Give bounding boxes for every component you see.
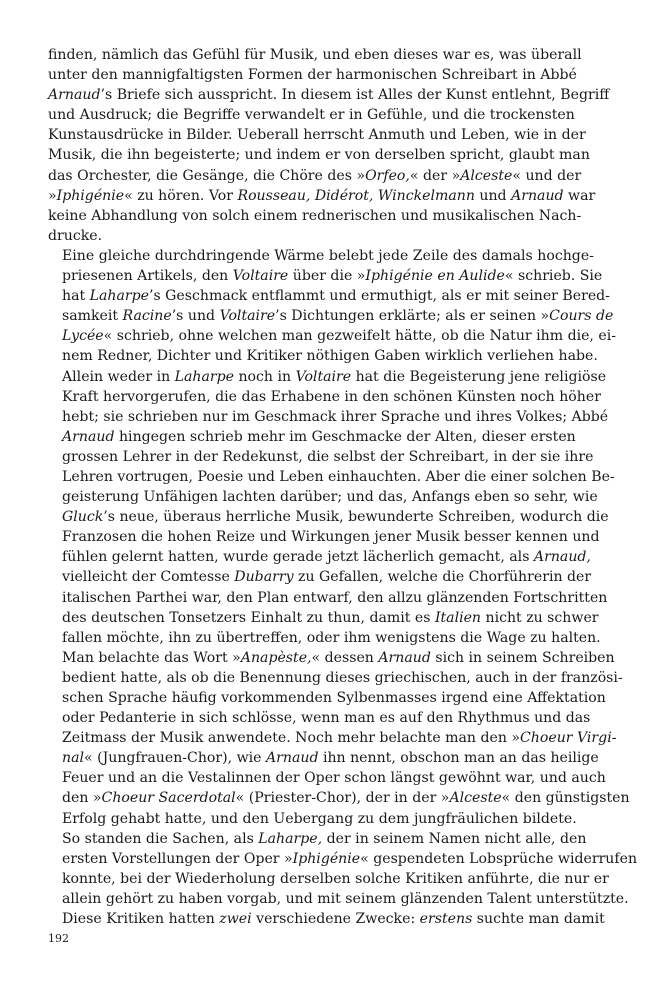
text-line [48, 306, 614, 326]
text-line [48, 427, 576, 447]
italic-text: Orfeo, [365, 167, 410, 184]
text-line [48, 487, 598, 507]
text-line [48, 728, 617, 748]
text-line [48, 286, 610, 306]
text-run: ’s und [171, 308, 220, 325]
text-line [48, 788, 630, 808]
text-line [48, 85, 610, 105]
text-run: finden, nämlich das Gefühl für Musik, und eben dieses war es, was überall [48, 47, 582, 63]
paragraph [48, 829, 638, 929]
text-line [48, 547, 591, 567]
text-line [48, 346, 598, 366]
italic-text: Arnaud [265, 750, 319, 767]
text-run: und [474, 187, 512, 204]
text-run: war [563, 187, 596, 204]
text-line [48, 748, 599, 768]
paragraph [48, 246, 617, 648]
text-run: ’s Briefe sich ausspricht. In diesem ist Alles der Kunst entlehnt, Begriff [100, 87, 610, 104]
text-run: noch in [234, 368, 296, 385]
text-line [48, 889, 629, 909]
italic-text: Laharpe, [258, 830, 323, 847]
text-line [48, 829, 587, 849]
text-run: samkeit [62, 308, 123, 325]
text-run: über die » [288, 268, 366, 285]
text-line [48, 688, 606, 708]
text-run: und Ausdruck; die Begriffe verwandelt er in Gefühle, und die trockensten [48, 107, 575, 124]
italic-text: erstens [419, 911, 473, 928]
text-run: Zeitmass der Musik anwendete. Noch mehr belachte man den » [62, 730, 521, 747]
text-run: « den günstigsten [501, 790, 630, 807]
italic-text: Voltaire [232, 268, 289, 285]
italic-text: Lycée [62, 328, 104, 345]
text-line [48, 507, 609, 527]
text-line [48, 125, 586, 145]
text-run: Erfolg gehabt hatte, und den Uebergang zu dem jungfräulichen bildete. [62, 810, 577, 827]
text-run: Diese Kritiken hatten [62, 911, 220, 928]
italic-text: Italien [434, 609, 482, 626]
italic-text: Gluck [62, 509, 104, 526]
text-run: bedient hatte, als ob die Benennung dieses griechischen, auch in der französi- [62, 669, 623, 686]
text-run: des deutschen Tonsetzers Einhalt zu thun, damit es [62, 609, 435, 626]
text-run: hingegen schrieb mehr im Geschmacke der Alten, dieser ersten [114, 428, 576, 445]
text-run: ihn nennt, obschon man an das heilige [318, 750, 599, 767]
italic-text: Alceste [460, 167, 513, 184]
text-line [48, 588, 608, 608]
text-run: Man belachte das Wort » [62, 649, 241, 666]
italic-text: zwei [219, 911, 252, 928]
text-run: Eine gleiche durchdringende Wärme belebt jede Zeile des damals hochge- [62, 247, 594, 264]
italic-text: Anapèste, [240, 649, 312, 666]
text-line [48, 65, 577, 85]
text-run: « dessen [311, 649, 379, 666]
italic-text: Alceste [449, 790, 502, 807]
text-run: hat die Begeisterung jene religiöse [351, 368, 607, 385]
text-run: « und der [512, 167, 582, 184]
text-run: ersten Vorstellungen der Oper » [62, 850, 293, 867]
text-line [48, 326, 617, 346]
text-run: den » [62, 790, 102, 807]
italic-text: Cours de [549, 308, 614, 325]
text-run: So standen die Sachen, als [62, 830, 259, 847]
text-line [48, 186, 596, 206]
text-run: Kunstausdrücke in Bilder. Ueberall herrscht Anmuth und Leben, wie in der [48, 127, 586, 144]
text-run: priesenen Artikels, den [62, 268, 233, 285]
text-line [48, 567, 592, 587]
text-line [48, 668, 623, 688]
text-run: Feuer und an die Vestalinnen der Oper schon längst gewöhnt war, und auch [62, 770, 606, 787]
text-run: Franzosen die hohen Reize und Wirkungen jener Musik besser kennen und [62, 529, 600, 546]
text-line [48, 869, 609, 889]
text-run: Allein weder in [62, 368, 175, 385]
text-run: Lehren vortrugen, Poesie und Leben einhauchten. Aber die einer solchen Be- [62, 468, 615, 485]
page-body [48, 45, 638, 929]
italic-text: Dubarry [234, 569, 294, 586]
italic-text: Arnaud [62, 428, 115, 445]
text-run: suchte man damit [472, 911, 605, 928]
text-line [48, 387, 601, 407]
text-run: nicht zu schwer [481, 609, 599, 626]
text-run: Musik, die ihn begeisterte; und indem er von derselben spricht, glaubt man [48, 147, 590, 164]
text-run: « (Jungfrauen-Chor), wie [84, 750, 266, 767]
text-run: « gespendeten Lobsprüche widerrufen [360, 850, 638, 867]
text-run: ’s Dichtungen erklärte; als er seinen » [275, 308, 550, 325]
text-run: « schrieb, ohne welchen man gezweifelt hätte, ob die Natur ihm die, ei- [103, 328, 617, 345]
text-run: oder Pedanterie in sich schlösse, wenn man es auf den Rhythmus und das [62, 710, 591, 727]
text-line [48, 708, 591, 728]
text-line [48, 45, 582, 65]
text-run: « (Priester-Chor), der in der » [235, 790, 450, 807]
text-run: hat [62, 288, 90, 305]
text-run: grossen Lehrer in der Redekunst, die selbst der Schreibart, in der sie ihre [62, 448, 594, 465]
text-run: nem Redner, Dichter und Kritiker nöthigen Gaben wirklich verliehen habe. [62, 348, 598, 365]
italic-text: Voltaire [219, 308, 276, 325]
text-run: konnte, bei der Wiederholung derselben solche Kritiken anführte, die nur er [62, 870, 609, 887]
text-run: « zu hören. Vor [124, 187, 238, 204]
italic-text: Choeur Virgi- [520, 730, 617, 747]
text-line [48, 648, 615, 668]
italic-text: Choeur Sacerdotal [101, 790, 236, 807]
paragraph [48, 648, 630, 829]
text-run: zu Gefallen, welche die Chorführerin der [293, 569, 592, 586]
text-run: unter den mannigfaltigsten Formen der harmonischen Schreibart in Abbé [48, 67, 577, 84]
paragraph [48, 45, 610, 246]
text-run: keine Abhandlung von solch einem rednerischen und musikalischen Nach- [48, 207, 582, 224]
text-line [48, 266, 603, 286]
text-line [48, 628, 601, 648]
text-run: « schrieb. Sie [504, 268, 603, 285]
page-number: 192 [48, 932, 69, 945]
text-line [48, 467, 615, 487]
italic-text: Arnaud [511, 187, 564, 204]
text-run: ’s neue, überaus herrliche Musik, bewunderte Schreiben, wodurch die [103, 509, 609, 526]
text-run: fühlen gelernt hatten, wurde gerade jetzt lächerlich gemacht, als [62, 549, 534, 566]
text-run: « der » [409, 167, 461, 184]
text-line [48, 105, 575, 125]
text-run: der in seinem Namen nicht alle, den [322, 830, 587, 847]
italic-text: Voltaire [295, 368, 352, 385]
text-run: sich in seinem Schreiben [430, 649, 615, 666]
italic-text: Arnaud [48, 87, 101, 104]
text-line [48, 527, 600, 547]
italic-text: Arnaud, [533, 549, 591, 566]
italic-text: Laharpe [89, 288, 149, 305]
italic-text: Laharpe [174, 368, 234, 385]
text-run: drucke. [48, 227, 103, 244]
italic-text: nal [62, 750, 84, 767]
text-run: vielleicht der Comtesse [62, 569, 235, 586]
italic-text: Rousseau, Didérot, Winckelmann [237, 187, 475, 204]
italic-text: Iphigénie [292, 850, 361, 867]
italic-text: Iphigénie en Aulide [365, 268, 505, 285]
italic-text: Racine [122, 308, 172, 325]
text-run: » [48, 187, 57, 204]
text-line [48, 226, 572, 246]
text-line [48, 768, 606, 788]
text-line [48, 608, 599, 628]
text-run: das Orchester, die Gesänge, die Chöre des » [48, 167, 366, 184]
text-run: verschiedene Zwecke: [251, 911, 420, 928]
text-line [48, 809, 577, 829]
text-line [48, 849, 638, 869]
italic-text: Iphigénie [56, 187, 125, 204]
text-line [48, 145, 590, 165]
text-line [48, 909, 605, 929]
text-line [48, 206, 582, 226]
italic-text: Arnaud [378, 649, 431, 666]
text-run: allein gehört zu haben vorgab, und mit seinem glänzenden Talent unterstützte. [62, 890, 629, 907]
text-run: italischen Parthei war, den Plan entwarf, den allzu glänzenden Fortschritten [62, 589, 608, 606]
text-run: hebt; sie schrieben nur im Geschmack ihrer Sprache und ihres Volkes; Abbé [62, 408, 609, 425]
text-line [48, 447, 594, 467]
text-run: Kraft hervorgerufen, die das Erhabene in den schönen Künsten noch höher [62, 388, 601, 405]
text-run: fallen möchte, ihn zu übertreffen, oder ihm wenigstens die Wage zu halten. [62, 629, 601, 646]
text-line [48, 407, 609, 427]
text-line [48, 246, 594, 266]
text-run: schen Sprache häufig vorkommenden Sylbenmasses irgend eine Affektation [62, 690, 606, 706]
text-line [48, 367, 607, 387]
text-run: ’s Geschmack entflammt und ermuthigt, als er mit seiner Bered- [148, 288, 610, 305]
text-line [48, 166, 582, 186]
text-run: geisterung Unfähigen lachten darüber; und das, Anfangs eben so sehr, wie [62, 489, 598, 506]
